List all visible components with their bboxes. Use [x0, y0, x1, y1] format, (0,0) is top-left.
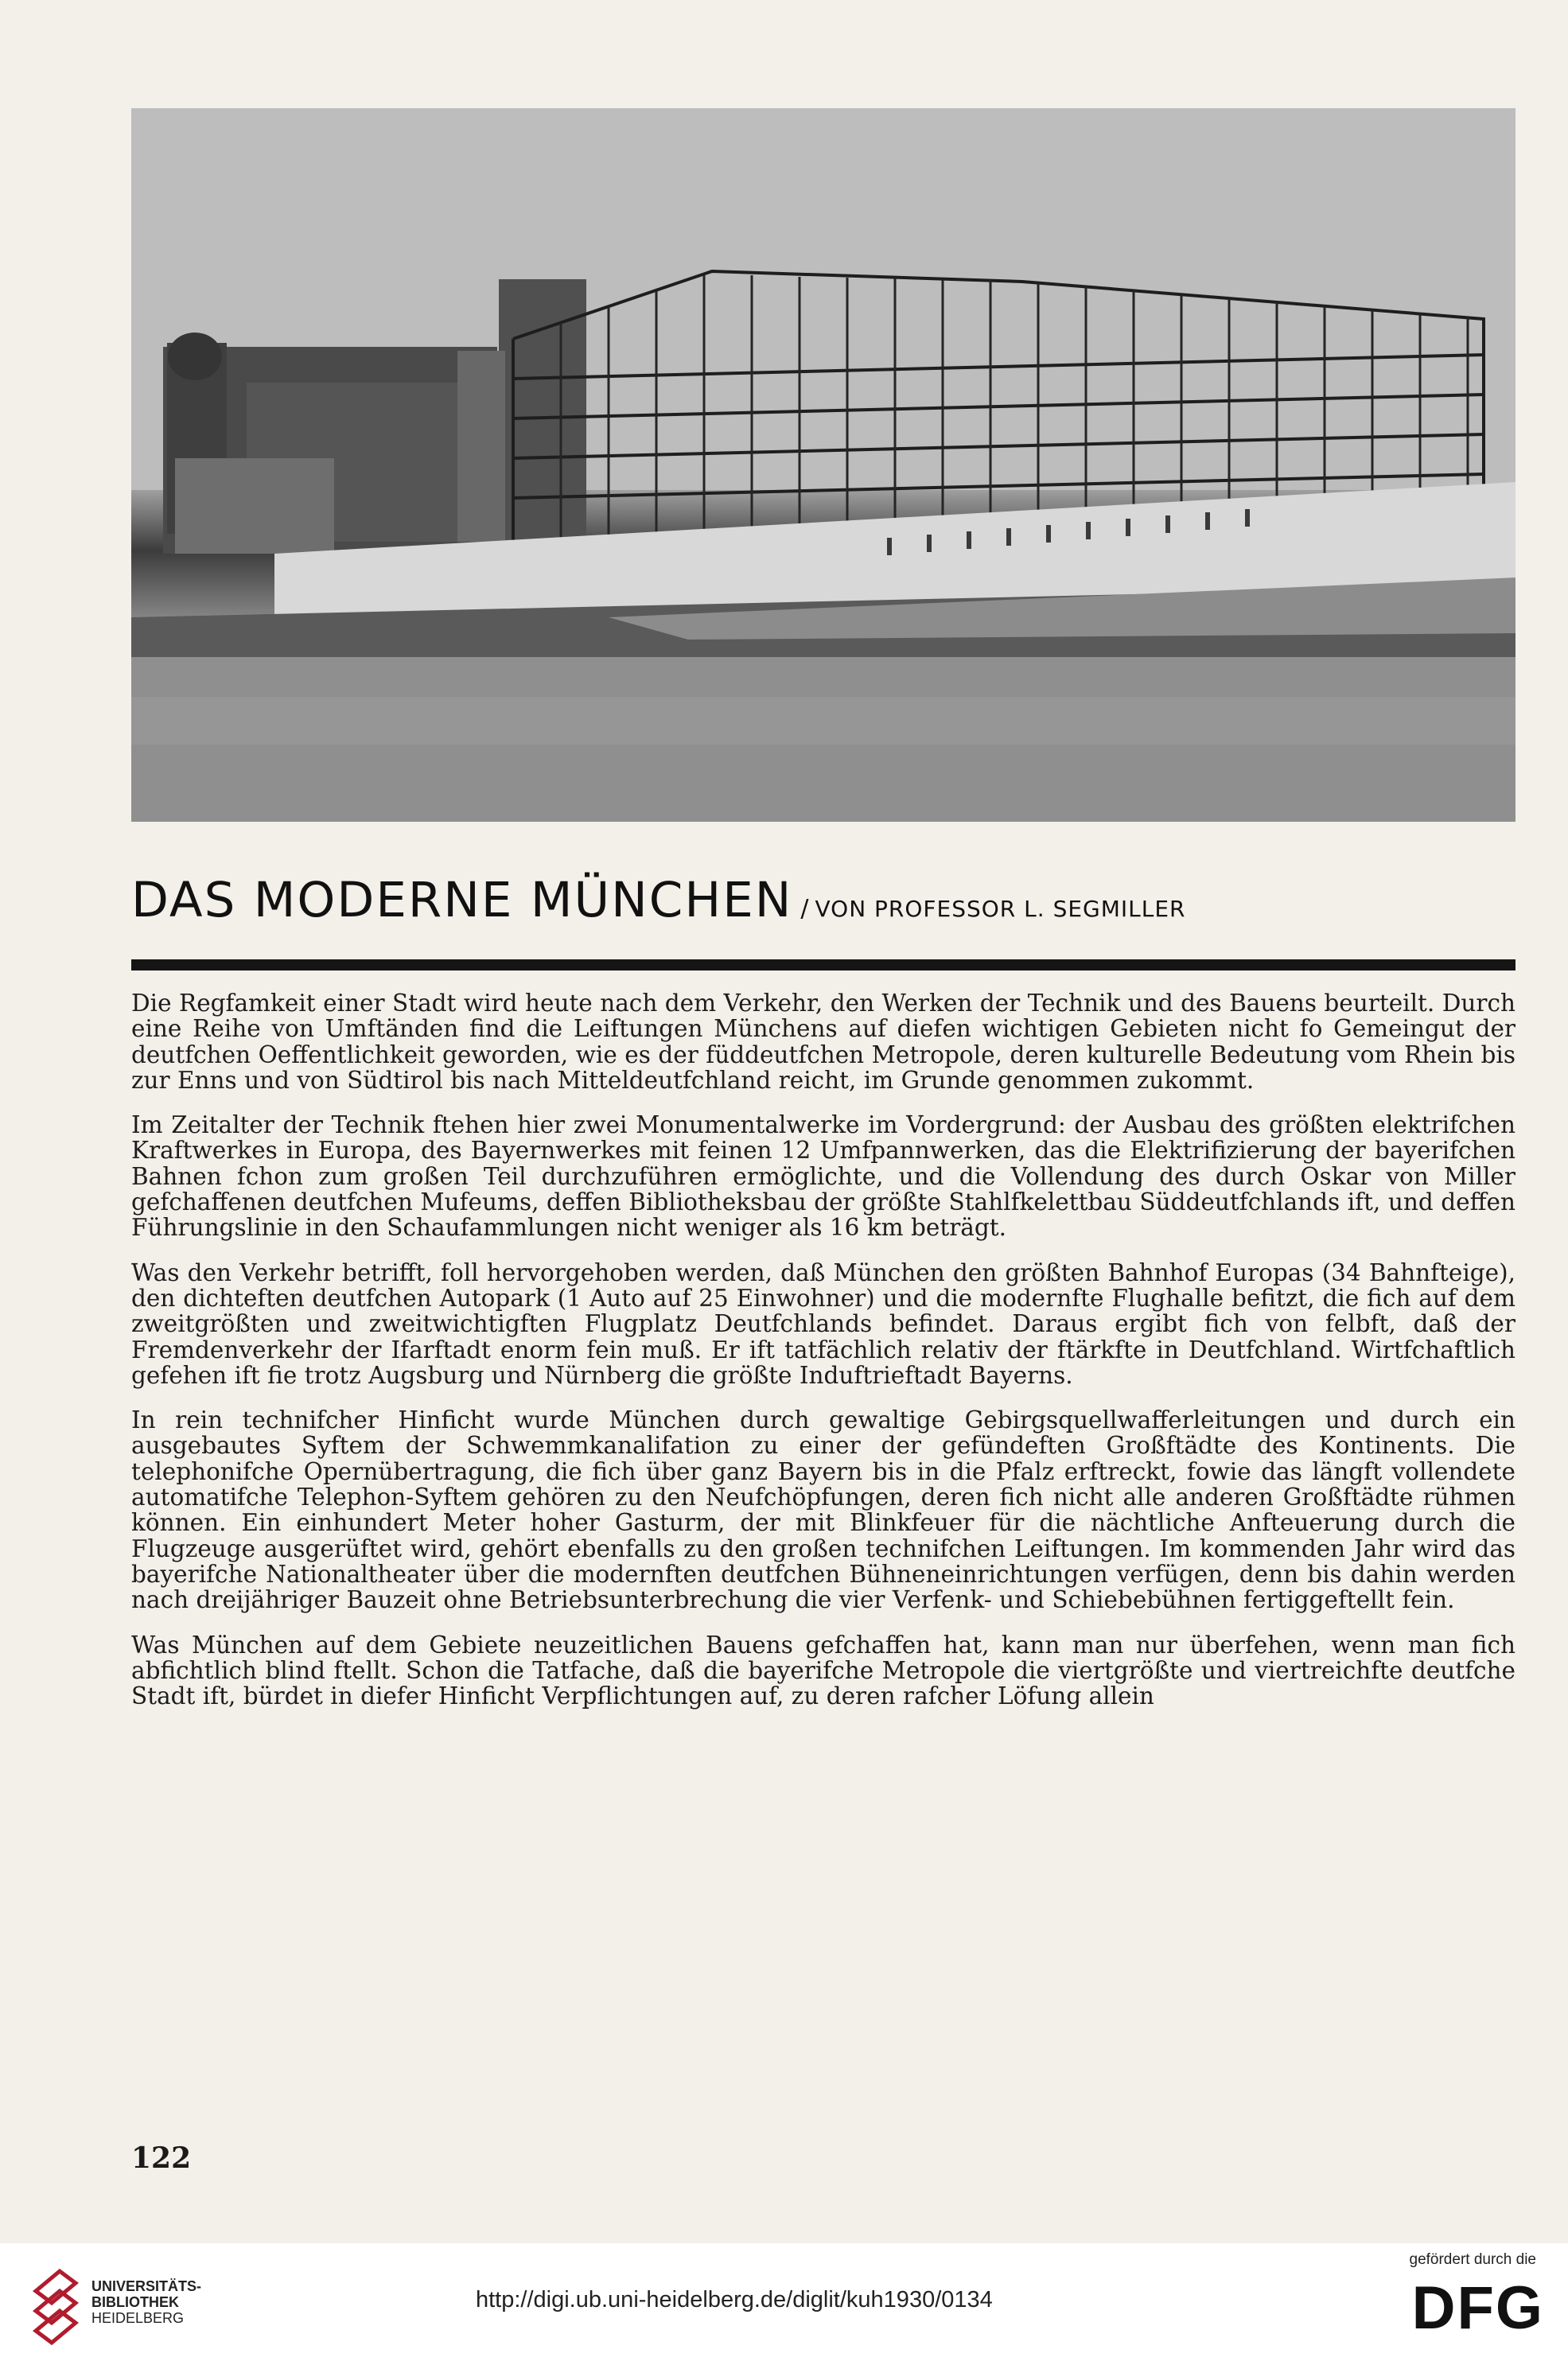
construction-photo: [131, 108, 1515, 822]
page-number: 122: [131, 2141, 192, 2175]
title-separator: /: [800, 895, 809, 923]
article-heading: [131, 872, 1515, 935]
article-title: DAS MODERNE MÜNCHEN: [131, 872, 793, 928]
library-name-line: HEIDELBERG: [91, 2310, 185, 2326]
library-name-line: UNIVERSITÄTS-: [91, 2278, 202, 2294]
article-author: VON PROFESSOR L. SEGMILLER: [815, 896, 1186, 922]
construction-photo-icon: [131, 108, 1515, 822]
library-logo-icon: [28, 2267, 84, 2347]
sponsor-caption: gefördert durch die: [1409, 2251, 1536, 2268]
paragraph: Die Regfamkeit einer Stadt wird heute nach dem Verkehr, den Werken der Technik und des Bauens beurteilt. Durch eine Reihe von Umftänden find die Leiftungen Münchens auf diefen wichtigen Gebieten nicht fo Gemeingut der deutfchen Oeffentlichkeit geworden, wie es der füddeutfchen Metropole, deren kulturelle Bedeutung vom Rhein bis zur Enns und von Südtirol bis nach Mitteldeutfchland reicht, im Grunde genommen zukommt.: [131, 990, 1515, 1094]
heading-rule: [131, 959, 1515, 971]
dfg-logo: DFG: [1411, 2274, 1544, 2342]
paragraph: In rein technifcher Hinficht wurde München durch gewaltige Gebirgsquellwafferleitungen und durch ein ausgebautes Syftem der Schwemmkanalifation zu einer der gefündeften Großftädte des Kontinents. Die telephonifche Opernübertragung, die fich über ganz Bayern bis in die Pfalz erftreckt, fowie das längft vollendete automatifche Telephon-Syftem gehören zu den Neufchöpfungen, deren fich nicht alle anderen Großftädte rühmen können. Ein einhundert Meter hoher Gasturm, der mit Blinkfeuer für die nächtliche Anfteuerung durch die Flugzeuge ausgerüftet wird, gehört ebenfalls zu den großen technifchen Leiftungen. Im kommenden Jahr wird das bayerifche Nationaltheater über die modernften deutfchen Bühneneinrichtungen verfügen, denn bis dahin werden nach dreijähriger Bauzeit ohne Betriebsunterbrechung die vier Verfenk- und Schiebebühnen fertiggeftellt fein.: [131, 1406, 1515, 1614]
document-url[interactable]: http://digi.ub.uni-heidelberg.de/diglit/kuh1930/0134: [476, 2287, 993, 2312]
library-name-line: BIBLIOTHEK: [91, 2294, 179, 2310]
paragraph: Was München auf dem Gebiete neuzeitlichen Bauens gefchaffen hat, kann man nur überfehen, wenn man fich abfichtlich blind ftellt. Schon die Tatfache, daß die bayerifche Metropole die viertgrößte und viertreichfte deutfche Stadt ift, bürdet in diefer Hinficht Verpflichtungen auf, zu deren rafcher Löfung allein: [131, 1631, 1515, 1710]
footer-bar: [0, 2243, 1568, 2365]
paragraph: Was den Verkehr betrifft, foll hervorgehoben werden, daß München den größten Bahnhof Europas (34 Bahnfteige), den dichteften deutfchen Autopark (1 Auto auf 25 Einwohner) und die modernfte Flughalle befitzt, die fich auf dem zweitgrößten und zweitwichtigften Flugplatz Deutfchlands befindet. Daraus ergibt fich von felbft, daß der Fremdenverkehr der Ifarftadt enorm fein muß. Er ift tatfächlich relativ der ftärkfte in Deutfchland. Wirtfchaftlich gefehen ift fie trotz Augsburg und Nürnberg die größte Induftrieftadt Bayerns.: [131, 1258, 1515, 1389]
library-name: [91, 2278, 201, 2326]
article-body: [131, 990, 1515, 1728]
paragraph: Im Zeitalter der Technik ftehen hier zwei Monumentalwerke im Vordergrund: der Ausbau des größten elektrifchen Kraftwerkes in Europa, des Bayernwerkes mit feinen 12 Umfpannwerken, das die Elektrifizierung der bayerifchen Bahnen fchon zum großen Teil durchzuführen ermöglichte, und die Vollendung des durch Oskar von Miller gefchaffenen deutfchen Mufeums, deffen Bibliotheksbau der größte Stahlfkelettbau Süddeutfchlands ift, und deffen Führungslinie in den Schaufammlungen nicht weniger als 16 km beträgt.: [131, 1111, 1515, 1242]
